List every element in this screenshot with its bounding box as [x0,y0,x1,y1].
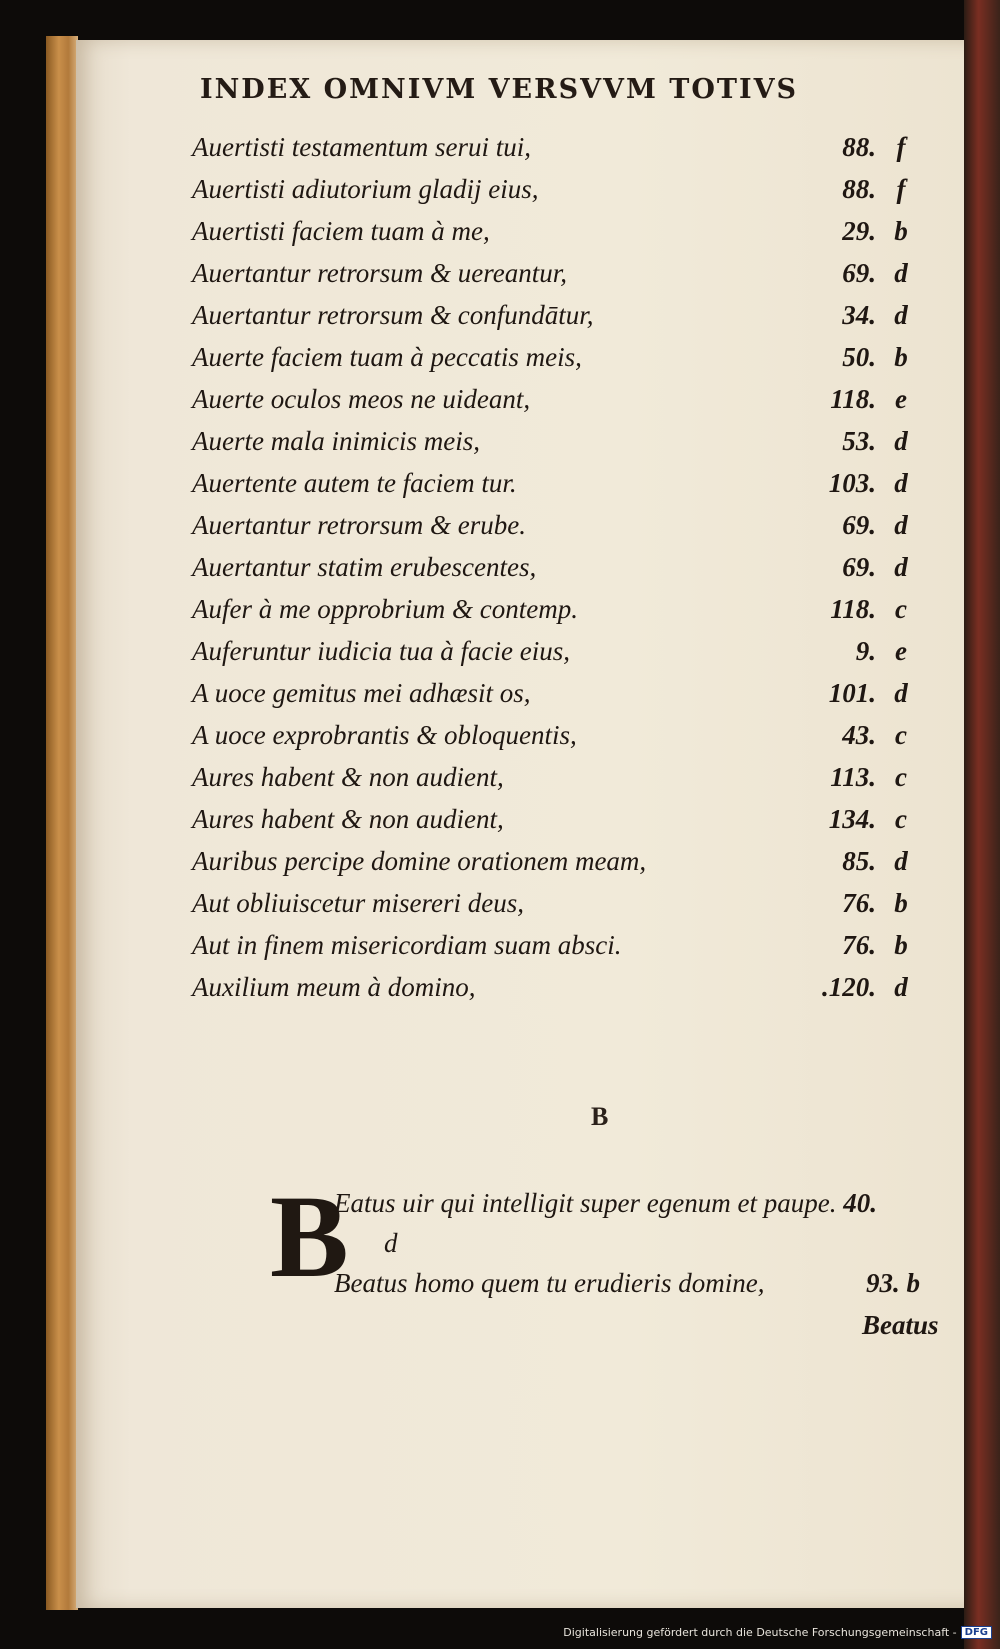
b-entry-line1-num: 40. [843,1188,877,1218]
entry-page-number: 69. [842,552,876,582]
running-header: INDEX OMNIVM VERSVVM TOTIVS [200,74,799,105]
entry-section-letter: b [894,888,908,918]
entry-page-number: 29. [842,216,876,246]
index-entry [192,968,914,1010]
index-entry [192,506,914,548]
index-entry [192,422,914,464]
b-entry-line2-text: Beatus homo quem tu erudieris domine, [334,1268,765,1298]
entry-text: Auerte mala inimicis meis, [192,426,480,456]
entry-page-number: 69. [842,258,876,288]
entry-text: Auertantur retrorsum & erube. [192,510,526,540]
entry-page-number: 88. [842,174,876,204]
index-entry [192,926,914,968]
entry-text: Auerte oculos meos ne uideant, [192,384,531,414]
entry-text: Auertantur retrorsum & uereantur, [192,258,567,288]
entry-text: A uoce exprobrantis & obloquentis, [192,720,577,750]
index-entries [192,128,914,1010]
entry-section-letter: b [894,930,908,960]
b-entry-line1-section: d [384,1228,398,1258]
entry-section-letter: b [894,342,908,372]
entry-page-number: 103. [828,468,876,498]
index-entry [192,842,914,884]
entry-section-letter: e [895,384,907,414]
b-entry-line1-text: Eatus uir qui intelligit super egenum et paupe. [334,1188,837,1218]
entry-section-letter: d [894,846,908,876]
entry-section-letter: b [894,216,908,246]
entry-text: Auertantur statim erubescentes, [192,552,537,582]
b-entry-line2-num: 93. b [866,1268,920,1298]
index-entry [192,254,914,296]
entry-text: Aut in finem misericordiam suam absci. [192,930,622,960]
index-entry [192,800,914,842]
footer-credit-text: Digitalisierung gefördert durch die Deutsche Forschungsgemeinschaft - [563,1626,957,1639]
entry-page-number: .120. [822,972,876,1002]
index-entry [192,128,914,170]
index-entry [192,590,914,632]
entry-section-letter: d [894,510,908,540]
section-letter: B [591,1102,609,1131]
entry-page-number: 76. [842,888,876,918]
entry-page-number: 76. [842,930,876,960]
book-spine [46,36,78,1610]
entry-text: Auertente autem te faciem tur. [192,468,517,498]
entry-section-letter: f [896,174,906,204]
entry-section-letter: d [894,678,908,708]
entry-page-number: 43. [842,720,876,750]
entry-text: Aures habent & non audient, [192,762,504,792]
entry-text: A uoce gemitus mei adhæsit os, [192,678,531,708]
index-entry [192,674,914,716]
entry-text: Auertisti testamentum serui tui, [192,132,531,162]
footer-credit [563,1626,992,1639]
entry-section-letter: c [895,720,907,750]
index-entry [192,632,914,674]
entry-section-letter: d [894,972,908,1002]
entry-section-letter: d [894,468,908,498]
entry-section-letter: c [895,804,907,834]
entry-text: Auferuntur iudicia tua à facie eius, [192,636,570,666]
page-edge [964,0,1000,1649]
entry-text: Auertisti adiutorium gladij eius, [192,174,539,204]
entry-section-letter: d [894,300,908,330]
entry-page-number: 101. [828,678,876,708]
drop-cap: B [270,1171,349,1302]
entry-text: Auxilium meum à domino, [192,972,476,1002]
entry-page-number: 88. [842,132,876,162]
entry-text: Auertantur retrorsum & confundātur, [192,300,594,330]
dfg-logo-icon: DFG [961,1626,992,1639]
entry-section-letter: e [895,636,907,666]
entry-text: Aut obliuiscetur misereri deus, [192,888,524,918]
index-entry [192,380,914,422]
entry-page-number: 69. [842,510,876,540]
entry-page-number: 113. [830,762,876,792]
index-entry [192,170,914,212]
catchword: Beatus [862,1310,939,1340]
entry-page-number: 9. [855,636,876,666]
entry-page-number: 134. [828,804,876,834]
entry-text: Auribus percipe domine orationem meam, [192,846,647,876]
entry-page-number: 118. [830,594,876,624]
entry-section-letter: c [895,762,907,792]
index-entry [192,464,914,506]
entry-page-number: 85. [842,846,876,876]
index-entry [192,338,914,380]
entry-page-number: 50. [842,342,876,372]
entry-text: Aufer à me opprobrium & contemp. [192,594,578,624]
entry-section-letter: f [896,132,906,162]
entry-page-number: 118. [830,384,876,414]
entry-text: Auertisti faciem tuam à me, [192,216,490,246]
index-entry [192,296,914,338]
entry-section-letter: d [894,552,908,582]
b-entry-line1 [334,1188,877,1219]
entry-page-number: 53. [842,426,876,456]
index-entry [192,758,914,800]
index-entry [192,212,914,254]
entry-text: Auerte faciem tuam à peccatis meis, [192,342,582,372]
entry-section-letter: d [894,258,908,288]
index-entry [192,884,914,926]
entry-page-number: 34. [842,300,876,330]
index-entry [192,548,914,590]
entry-text: Aures habent & non audient, [192,804,504,834]
entry-section-letter: d [894,426,908,456]
index-entry [192,716,914,758]
entry-section-letter: c [895,594,907,624]
